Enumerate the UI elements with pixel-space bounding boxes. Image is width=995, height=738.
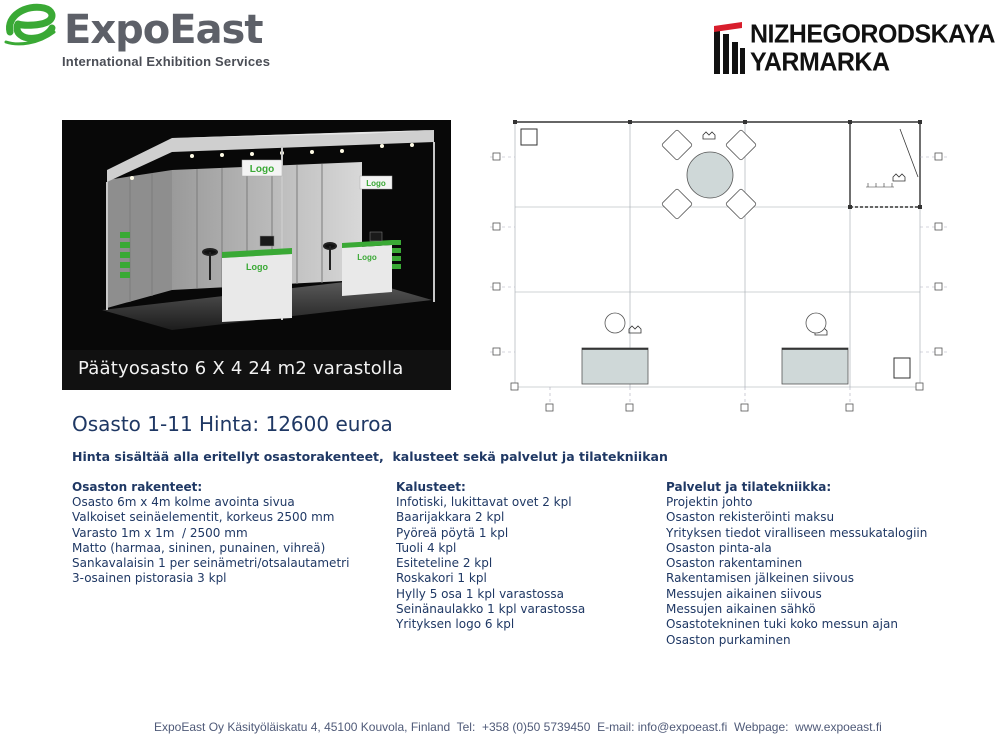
list-item: Osastotekninen tuki koko messun ajan — [666, 617, 898, 632]
list-item: Roskakori 1 kpl — [396, 571, 487, 586]
fascia-logo-2: Logo — [366, 179, 386, 188]
list-item: Yrityksen tiedot viralliseen messukatalogiin — [666, 525, 928, 540]
bar-stool-2 — [806, 313, 826, 333]
list-item: Esiteteline 2 kpl — [396, 556, 493, 571]
round-table — [687, 152, 733, 198]
list-item: Hylly 5 osa 1 kpl varastossa — [396, 586, 564, 601]
counter-logo-2: Logo — [357, 253, 377, 262]
list-item: Sankavalaisin 1 per seinämetri/otsalautametri — [72, 556, 350, 571]
list-item: Yrityksen logo 6 kpl — [396, 617, 515, 632]
services-title: Palvelut ja tilatekniikka: — [666, 480, 832, 494]
info-counter-1 — [582, 348, 648, 384]
nizhegorodskaya-line2: YARMARKA — [750, 47, 890, 77]
list-item: Messujen aikainen sähkö — [666, 602, 816, 617]
list-item: Pyöreä pöytä 1 kpl — [396, 525, 509, 540]
price-title: Osasto 1-11 Hinta: 12600 euroa — [72, 412, 393, 436]
list-item: Osasto 6m x 4m kolme avointa sivua — [72, 495, 295, 509]
nizhegorodskaya-mark-icon — [712, 20, 746, 76]
expoeast-wordmark: ExpoEast — [64, 7, 263, 53]
construction-section — [72, 480, 349, 587]
booth-floor-plan — [490, 117, 948, 415]
list-item: Rakentamisen jälkeinen siivous — [666, 571, 854, 586]
list-item: Baarijakkara 2 kpl — [396, 510, 505, 525]
counter-logo-1: Logo — [246, 262, 268, 272]
footer-contact: ExpoEast Oy Käsityöläiskatu 4, 45100 Kouvola, Finland Tel: +358 (0)50 5739450 E-mail: info@expoeast.fi Webpage: www.expoeast.fi — [154, 720, 882, 734]
photo-caption-bar — [62, 350, 451, 390]
photo-caption: Päätyosasto 6 X 4 24 m2 varastolla — [78, 358, 404, 379]
nizhegorodskaya-line1: NIZHEGORODSKAYA — [750, 19, 995, 49]
list-item: Valkoiset seinäelementit, korkeus 2500 mm — [72, 510, 335, 525]
booth-render-illustration — [62, 120, 451, 350]
list-item: Osaston purkaminen — [666, 632, 791, 647]
furniture-title: Kalusteet: — [396, 480, 466, 494]
booth-render-image — [62, 120, 451, 390]
bar-stool-1 — [605, 313, 625, 333]
list-item: Osaston rakentaminen — [666, 556, 803, 571]
list-item: Osaston rekisteröinti maksu — [666, 510, 835, 525]
construction-title: Osaston rakenteet: — [72, 480, 203, 494]
list-item: Matto (harmaa, sininen, punainen, vihreä) — [72, 540, 326, 555]
expoeast-logo — [4, 2, 294, 74]
list-item: 3-osainen pistorasia 3 kpl — [72, 571, 227, 586]
list-item: Varasto 1m x 1m / 2500 mm — [72, 525, 248, 540]
list-item: Projektin johto — [666, 495, 753, 509]
services-section — [666, 480, 927, 648]
fascia-logo-1: Logo — [249, 164, 275, 175]
list-item: Seinänaulakko 1 kpl varastossa — [396, 602, 586, 617]
expoeast-tagline: International Exhibition Services — [62, 54, 271, 69]
list-item: Osaston pinta-ala — [666, 540, 772, 555]
list-item: Tuoli 4 kpl — [396, 540, 457, 555]
expoeast-e-swoosh-icon — [4, 2, 56, 48]
price-subtitle: Hinta sisältää alla eritellyt osastorakenteet, kalusteet sekä palvelut ja tilatekniikan — [72, 449, 668, 464]
list-item: Messujen aikainen siivous — [666, 586, 822, 601]
furniture-section — [396, 480, 585, 633]
list-item: Infotiski, lukittavat ovet 2 kpl — [396, 495, 572, 509]
info-counter-2 — [782, 348, 848, 384]
waste-bin — [894, 358, 910, 378]
brochure-stand — [521, 129, 537, 145]
nizhegorodskaya-logo — [708, 18, 995, 78]
